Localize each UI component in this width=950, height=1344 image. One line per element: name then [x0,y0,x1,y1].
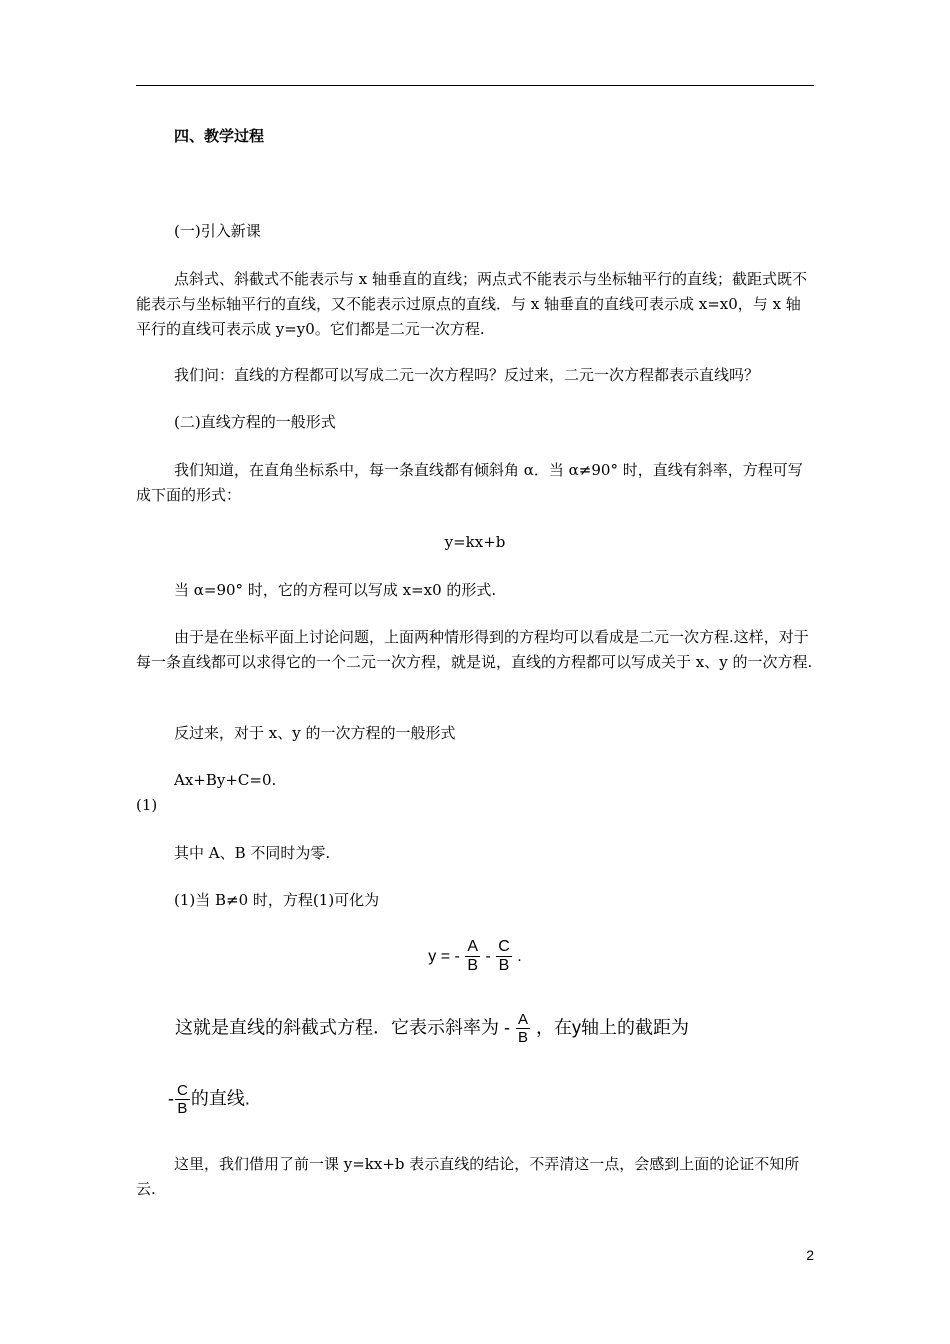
fraction-c-over-b [175,1082,190,1118]
paragraph-10-text: 的直线. [190,1088,250,1109]
paragraph-10 [168,1082,808,1118]
section-title: 四、教学过程 [174,127,265,145]
paragraph-5: 由于是在坐标平面上讨论问题，上面两种情形得到的方程均可以看成是二元一次方程.这样，对于每一条直线都可以求得它的一个二元一次方程，就是说，直线的方程都可以写成关于 x、y 的一次方程. [136,628,813,671]
subsection-title-2: (二)直线方程的一般形式 [174,413,336,431]
page-number: 2 [806,1247,814,1263]
denominator: B [467,957,478,975]
equation-general-form: Ax+By+C=0. [174,771,277,789]
paragraph-11: 这里，我们借用了前一课 y=kx+b 表示直线的结论，不弄清这一点，会感到上面的论证不知所云. [136,1155,800,1198]
fraction-a-over-b [516,1011,530,1047]
paragraph-10-minus: - [168,1088,174,1109]
denominator: B [177,1100,188,1118]
paragraph-3: 我们知道，在直角坐标系中，每一条直线都有倾斜角 α．当 α≠90° 时，直线有斜率，方程可写成下面的形式： [136,461,803,504]
paragraph-1: 点斜式、斜截式不能表示与 x 轴垂直的直线；两点式不能表示与坐标轴平行的直线；截距式既不能表示与坐标轴平行的直线，又不能表示过原点的直线．与 x 轴垂直的直线可表示成 x=x0，与 x 轴平行的直线可表示成 y=y0。它们都是二元一次方程. [136,270,807,338]
numerator: C [177,1082,188,1099]
paragraph-7: 其中 A、B 不同时为零. [174,844,331,862]
equation-slope-intercept: y=kx+b [444,533,506,551]
formula-minus: - [485,948,491,966]
paragraph-9-text-a: 这就是直线的斜截式方程．它表示斜率为 - [175,1017,510,1038]
paragraph-8: (1)当 B≠0 时，方程(1)可化为 [174,891,380,909]
subsection-title-1: (一)引入新课 [174,222,261,240]
equation-tag: (1) [136,796,158,814]
paragraph-6: 反过来，对于 x、y 的一次方程的一般形式 [174,724,456,742]
denominator: B [518,1029,529,1047]
paragraph-9-text-b: ，在y轴上的截距为 [536,1017,690,1038]
formula-lhs: y = - [428,948,460,966]
numerator: A [465,938,480,957]
formula-end: . [517,948,522,966]
fraction-a-over-b [465,938,480,976]
header-rule [136,85,814,86]
paragraph-2: 我们问：直线的方程都可以写成二元一次方程吗？反过来，二元一次方程都表示直线吗？ [174,366,760,384]
denominator: B [498,957,510,975]
paragraph-9 [175,1011,815,1047]
formula-solved-for-y [136,938,814,976]
fraction-c-over-b [496,938,512,976]
numerator: C [496,938,512,957]
paragraph-4: 当 α=90° 时，它的方程可以写成 x=x0 的形式. [174,581,497,599]
numerator: A [518,1011,529,1028]
